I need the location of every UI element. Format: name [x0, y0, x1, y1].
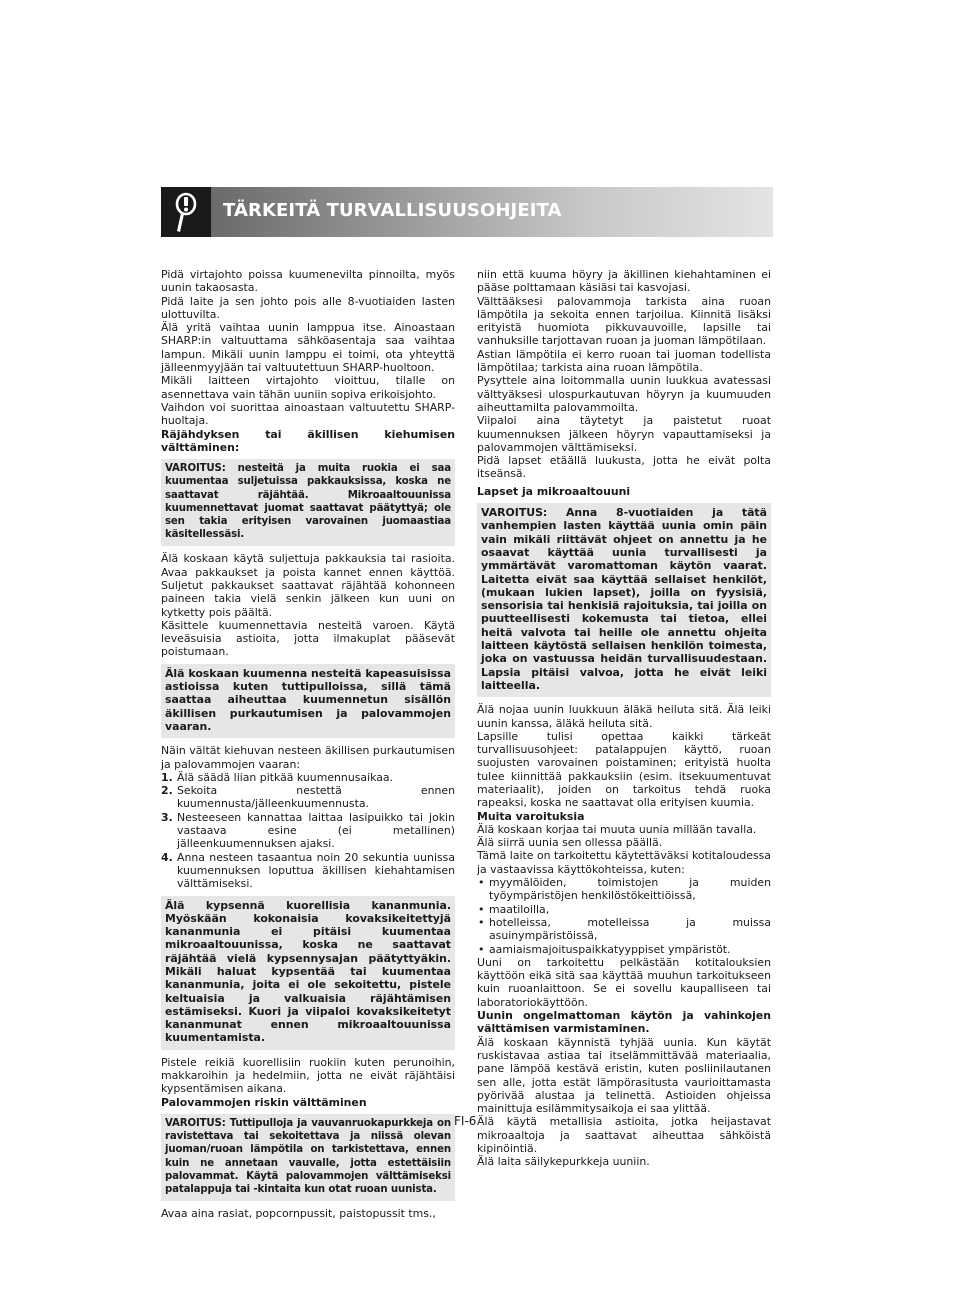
bullet-list [477, 876, 771, 956]
bullet-icon: • [478, 942, 485, 956]
section-heading: Lapset ja mikroaaltouuni [477, 484, 631, 498]
list-text: hotelleissa, motelleissa ja muissa asuinympäristöissä, [489, 915, 771, 943]
section-heading: Uunin ongelmattoman käytön ja vahinkojen välttämisen varmistaminen. [477, 1009, 771, 1036]
list-item [477, 876, 771, 903]
paragraph: Älä koskaan käynnistä tyhjää uunia. Kun käytät ruskistavaa astiaa tai itselämmittävää materiaalia, pane lämpöä kestävä eristin, kuten posliinilautanen sen alle, jotta estät lämpörasitusta vaurioittamasta pyörivää alustaa ja telinettä. Astioiden ohjeissa mainittuja esilämmitysaikoja ei saa ylittää. [477, 1035, 771, 1116]
magnifier-warning-icon [169, 191, 203, 233]
bullet-icon: • [478, 876, 485, 890]
list-item [477, 916, 771, 943]
paragraph: Astian lämpötila ei kerro ruoan tai juoman todellista lämpötilaa; tarkista aina ruoan lämpötila. [477, 347, 771, 375]
paragraph: Pistele reikiä kuorellisiin ruokiin kuten perunoihin, makkaroihin ja hedelmiin, jotta ne eivät räjähtäisi kypsentämisen aikana. [161, 1055, 455, 1096]
paragraph: Älä koskaan korjaa tai muuta uunia millään tavalla. [477, 822, 757, 836]
paragraph: Lapsille tulisi opettaa kaikki tärkeät turvallisuusohjeet: patalappujen käyttö, ruoan suojusten varovainen poistaminen; erityistä huolta tulee kiinnittää pakkauksiin (esim. itsekuumentuvat materiaalit), joiden on tarkoitus tehdä ruoka rapeaksi, koska ne saattavat olla erityisen kuumia. [477, 729, 771, 810]
paragraph: Mikäli laitteen virtajohto vioittuu, tilalle on asennettava vain tähän uuniin sopiva erikoisjohto. [161, 374, 455, 401]
section-heading: Muita varoituksia [477, 809, 585, 823]
header-icon-box [161, 187, 211, 237]
paragraph: Käsittele kuumennettavia nesteitä varoen. Käytä leveäsuisia astioita, jotta ilmakuplat pääsevät poistumaan. [161, 618, 455, 659]
paragraph: Avaa aina rasiat, popcornpussit, paistopussit tms., [161, 1207, 436, 1221]
list-text: Nesteeseen kannattaa laittaa lasipuikko tai jokin vastaava esine (ei metallinen) jälleenkuumennuksen ajaksi. [177, 810, 455, 851]
page-title: TÄRKEITÄ TURVALLISUUSOHJEITA [223, 200, 562, 221]
warning-box: VAROITUS: nesteitä ja muita ruokia ei saa kuumentaa suljetuissa pakkauksissa, koska ne saattavat räjähtää. Mikroaaltouunissa kuumennettavat juomat saattavat päätyttyä; ole sen takia erityisen varovainen juomaastiaa käsitellessäsi. [161, 459, 455, 546]
right-column [477, 268, 771, 1169]
list-number: 2. [161, 784, 173, 798]
paragraph: Älä käytä metallisia astioita, jotka heijastavat mikroaaltoja ja saattavat aiheuttaa sähköistä kipinöintiä. [477, 1115, 771, 1155]
list-item [477, 943, 771, 956]
paragraph: Tämä laite on tarkoitettu käytettäväksi kotitaloudessa ja vastaavissa käyttökohteissa, kuten: [477, 849, 771, 876]
warning-box: Älä koskaan kuumenna nesteitä kapeasuisissa astioissa kuten tuttipulloissa, sillä tämä saattaa aiheuttaa kuumennetun sisällön äkillisen purkautumisen ja palovammojen vaaran. [161, 664, 455, 738]
warning-box: VAROITUS: Tuttipulloja ja vauvanruokapurkkeja on ravistettava tai sekoitettava ja niissä olevan juoman/ruoan lämpötila on tarkistettava, ennen kuin ne annetaan vauvalle, jotta estettäisiin palovammat. Käytä palovammojen välttämiseksi patalappuja tai -kintaita kun otat ruoan uunista. [161, 1114, 455, 1201]
list-number: 1. [161, 770, 173, 784]
list-item [161, 784, 455, 811]
list-item [477, 903, 771, 916]
list-item [161, 851, 455, 891]
list-item [161, 811, 455, 851]
list-text: Anna nesteen tasaantua noin 20 sekuntia uunissa kuumennuksen loputtua äkillisen kiehahtamisen välttämiseksi. [177, 850, 455, 891]
paragraph: Älä siirrä uunia sen ollessa päällä. [477, 836, 663, 850]
list-item [161, 771, 455, 784]
paragraph: Näin vältät kiehuvan nesteen äkillisen purkautumisen ja palovammojen vaaran: [161, 744, 455, 771]
bullet-icon: • [478, 915, 485, 929]
paragraph: Pysyttele aina loitommalla uunin luukkua avatessasi välttyäksesi ulospurkautuvan höyryn ja kuumuuden aiheuttamilta palovammoilta. [477, 374, 771, 414]
section-heading: Räjähdyksen tai äkillisen kiehumisen välttäminen: [161, 427, 455, 454]
page-number: FI-6 [454, 1114, 477, 1128]
warning-box: Älä kypsennä kuorellisia kananmunia. Myöskään kokonaisia kovaksikeitettyjä kananmunia ei pitäisi kuumentaa mikroaaltouunissa, koska ne saattavat räjähtää vielä kypsennysajan päätyttyäkin. Mikäli haluat kypsentää tai kuumentaa kananmunia, joita ei ole sekoitettu, pistele keltuaisia ja valkuaisia räjähtämisen estämiseksi. Kuori ja viipaloi kovaksikeitetyt kananmunat ennen mikroaaltouunissa kuumentamista. [161, 896, 455, 1050]
paragraph: niin että kuuma höyry ja äkillinen kiehahtaminen ei pääse polttamaan käsiäsi tai kasvojasi. [477, 268, 771, 295]
section-heading: Palovammojen riskin välttäminen [161, 1095, 367, 1109]
paragraph: Uuni on tarkoitettu pelkästään kotitalouksien käyttöön eikä sitä saa käyttää muuhun tarkoitukseen kuin ruoanlaittoon. Se ei sovellu kaupalliseen tai laboratoriokäyttöön. [477, 955, 771, 1009]
paragraph: Älä koskaan käytä suljettuja pakkauksia tai rasioita. Avaa pakkaukset ja poista kannet ennen käyttöä. Suljetut pakkaukset saattavat räjähtää kohonneen paineen takia vielä senkin jälkeen kun uuni on kytketty pois päältä. [161, 552, 455, 619]
list-text: myymälöiden, toimistojen ja muiden työympäristöjen henkilöstökeittiöissä, [489, 876, 771, 903]
paragraph: Älä nojaa uunin luukkuun äläkä heiluta sitä. Älä leiki uunin kanssa, äläkä heiluta sitä. [477, 703, 771, 730]
list-number: 3. [161, 810, 173, 824]
list-text: Älä säädä liian pitkää kuumennusaikaa. [177, 770, 394, 784]
paragraph: Viipaloi aina täytetyt ja paistetut ruoat kuumennuksen jälkeen höyryn vapauttamiseksi ja palovammojen välttämiseksi. [477, 414, 771, 454]
paragraph: Pidä laite ja sen johto pois alle 8-vuotiaiden lasten ulottuvilta. [161, 294, 455, 321]
section-header [161, 187, 773, 237]
paragraph: Välttääksesi palovammoja tarkista aina ruoan lämpötila ja sekoita ennen tarjoilua. Kiinnitä lisäksi erityistä huomiota pikkuvauvoille, lapsille tai vanhuksille tarjottavan ruoan ja juoman lämpötilaan. [477, 294, 771, 348]
left-column [161, 268, 455, 1220]
list-text: aamiaismajoituspaikkatyyppiset ympäristöt. [489, 942, 731, 956]
paragraph: Älä yritä vaihtaa uunin lamppua itse. Ainoastaan SHARP:in valtuuttama sähköasentaja saa vaihtaa lampun. Mikäli uunin lamppu ei toimi, ota yhteyttä jälleenmyyjään tai valtuutettuun SHARP-huoltoon. [161, 321, 455, 375]
list-number: 4. [161, 850, 173, 864]
numbered-list [161, 771, 455, 891]
list-text: maatiloilla, [489, 902, 550, 916]
paragraph: Pidä virtajohto poissa kuumenevilta pinnoilta, myös uunin takaosasta. [161, 268, 455, 295]
list-text: Sekoita nestettä ennen kuumennusta/jälleenkuumennusta. [177, 784, 455, 811]
bullet-icon: • [478, 902, 485, 916]
paragraph: Vaihdon voi suorittaa ainoastaan valtuutettu SHARP-huoltaja. [161, 400, 455, 428]
warning-box: VAROITUS: Anna 8-vuotiaiden ja tätä vanhempien lasten käyttää uunia omin päin vain mikäli riittävät ohjeet on annettu ja he osaavat käyttää uunia turvallisesti ja ymmärtävät varomattoman käytön vaarat. Laitetta eivät saa käyttää sellaiset henkilöt, (mukaan lukien lapset), joilla on fyysisiä, sensorisia tai henkisiä rajoituksia, tai joilla on puutteellisesti kokemusta tai tietoa, ellei heitä valvota tai heille ole annettu ohjeita laitteen käytöstä sellaisen henkilön toimesta, joka on vastuussa heidän turvallisuudestaan. Lapsia pitäisi valvoa, jotta he eivät leiki laitteella. [477, 503, 771, 697]
paragraph: Älä laita säilykepurkkeja uuniin. [477, 1155, 650, 1169]
paragraph: Pidä lapset etäällä luukusta, jotta he eivät polta itseänsä. [477, 454, 771, 481]
